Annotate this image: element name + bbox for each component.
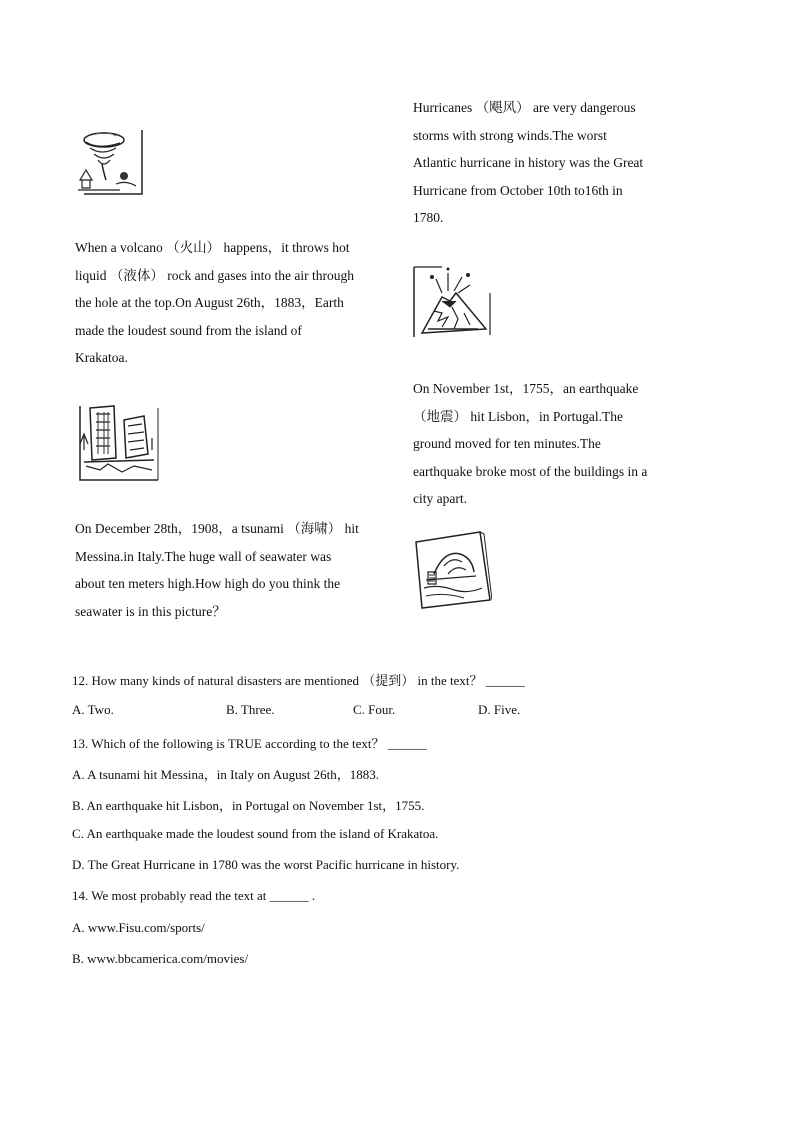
- question-14-stem: 14. We most probably read the text at ______ .: [72, 888, 316, 903]
- text-line: On November 1st，1755，an earthquake: [413, 381, 639, 396]
- question-14-option-b[interactable]: B. www.bbcamerica.com/movies/: [72, 951, 249, 966]
- question-12-options: [72, 702, 532, 718]
- text-line: Hurricane from October 10th to16th in: [413, 182, 623, 198]
- earthquake-picture: [78, 404, 162, 482]
- text-line: city apart.: [413, 491, 467, 507]
- text-line: 1780.: [413, 210, 444, 226]
- option-b[interactable]: B. Three.: [226, 702, 275, 717]
- option-d[interactable]: D. Five.: [478, 702, 521, 717]
- text-line: liquid （液体） rock and gases into the air through: [75, 267, 354, 283]
- question-14-option-a[interactable]: A. www.Fisu.com/sports/: [72, 920, 205, 935]
- text-line: Hurricanes （飓风） are very dangerous: [413, 100, 636, 115]
- tsunami-paragraph: [75, 515, 397, 625]
- question-13-option-a[interactable]: A. A tsunami hit Messina，in Italy on August 26th，1883.: [72, 767, 379, 782]
- question-13-option-d[interactable]: D. The Great Hurricane in 1780 was the worst Pacific hurricane in history.: [72, 857, 460, 872]
- option-a[interactable]: A. Two.: [72, 702, 114, 717]
- hurricane-picture: [76, 126, 144, 196]
- text-line: earthquake broke most of the buildings in a: [413, 463, 648, 479]
- text-line: Krakatoa.: [75, 350, 128, 366]
- text-line: about ten meters high.How high do you think the: [75, 576, 341, 592]
- tsunami-picture: [414, 530, 492, 610]
- text-line: Messina.in Italy.The huge wall of seawater was: [75, 548, 332, 564]
- hurricane-paragraph: [413, 94, 692, 232]
- text-line: On December 28th，1908，a tsunami （海啸） hit: [75, 521, 359, 536]
- volcano-paragraph: [75, 234, 393, 372]
- text-line: （地震） hit Lisbon，in Portugal.The: [413, 408, 623, 424]
- text-line: When a volcano （火山） happens，it throws hot: [75, 240, 350, 255]
- earthquake-paragraph: [413, 375, 692, 513]
- text-line: made the loudest sound from the island of: [75, 322, 302, 338]
- question-13-option-c[interactable]: C. An earthquake made the loudest sound from the island of Krakatoa.: [72, 826, 439, 841]
- question-12-stem: 12. How many kinds of natural disasters are mentioned （提到） in the text？ ______: [72, 673, 525, 688]
- question-13-option-b[interactable]: B. An earthquake hit Lisbon，in Portugal on November 1st，1755.: [72, 798, 425, 813]
- text-line: the hole at the top.On August 26th，1883，Earth: [75, 295, 344, 311]
- text-line: seawater is in this picture？: [75, 603, 226, 619]
- text-line: Atlantic hurricane in history was the Great: [413, 155, 644, 171]
- volcano-picture: [412, 263, 492, 339]
- text-line: ground moved for ten minutes.The: [413, 436, 601, 452]
- option-c[interactable]: C. Four.: [353, 702, 396, 717]
- question-13-stem: 13. Which of the following is TRUE according to the text？ ______: [72, 736, 427, 751]
- text-line: storms with strong winds.The worst: [413, 127, 607, 143]
